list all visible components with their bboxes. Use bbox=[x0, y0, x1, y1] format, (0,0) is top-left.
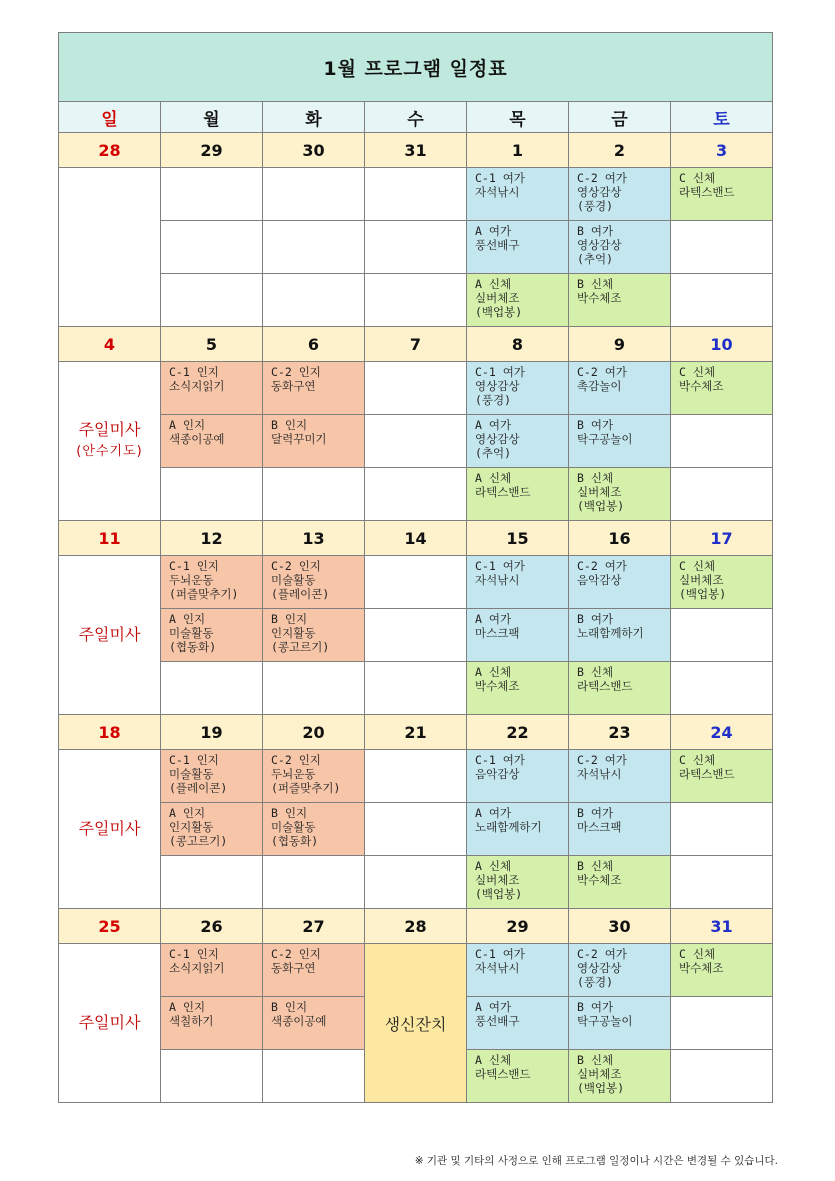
program-label: A 인지 인지활동 (콩고르기) bbox=[169, 806, 228, 848]
date-saturday: 24 bbox=[671, 715, 773, 750]
empty-cell bbox=[671, 415, 773, 468]
date-sunday: 28 bbox=[59, 133, 161, 168]
empty-cell bbox=[671, 997, 773, 1050]
empty-cell bbox=[263, 274, 365, 327]
program-label: A 신체 실버체조 (백업봉) bbox=[475, 277, 523, 319]
program-row bbox=[59, 750, 773, 803]
program-cell bbox=[671, 362, 773, 415]
program-label: C-1 여가 자석낚시 bbox=[475, 171, 525, 199]
empty-cell bbox=[161, 274, 263, 327]
weekday-tuesday: 화 bbox=[263, 102, 365, 133]
program-cell bbox=[263, 362, 365, 415]
program-cell bbox=[161, 803, 263, 856]
program-label: C-1 인지 미술활동 (플레이콘) bbox=[169, 753, 228, 795]
program-label: A 신체 실버체조 (백업봉) bbox=[475, 859, 523, 901]
date-monday: 12 bbox=[161, 521, 263, 556]
program-label: A 여가 영상감상 (추억) bbox=[475, 418, 520, 460]
program-cell bbox=[467, 609, 569, 662]
program-label: C-2 여가 촉감놀이 bbox=[577, 365, 627, 393]
program-cell bbox=[569, 362, 671, 415]
date-tuesday: 30 bbox=[263, 133, 365, 168]
sunday-mass-label: 주일미사 bbox=[78, 1013, 141, 1032]
program-label: C-1 인지 소식지읽기 bbox=[169, 947, 225, 975]
weekday-monday: 월 bbox=[161, 102, 263, 133]
date-thursday: 22 bbox=[467, 715, 569, 750]
empty-cell bbox=[263, 662, 365, 715]
program-cell bbox=[671, 750, 773, 803]
date-tuesday: 13 bbox=[263, 521, 365, 556]
empty-cell bbox=[671, 221, 773, 274]
date-monday: 26 bbox=[161, 909, 263, 944]
program-label: C-2 인지 두뇌운동 (퍼즐맞추기) bbox=[271, 753, 341, 795]
date-thursday: 29 bbox=[467, 909, 569, 944]
date-row bbox=[59, 521, 773, 556]
date-saturday: 31 bbox=[671, 909, 773, 944]
program-cell bbox=[467, 803, 569, 856]
program-label: B 여가 탁구공놀이 bbox=[577, 1000, 633, 1028]
program-label: B 인지 색종이공예 bbox=[271, 1000, 327, 1028]
program-label: B 신체 실버체조 (백업봉) bbox=[577, 1053, 625, 1095]
program-label: A 신체 박수체조 bbox=[475, 665, 520, 693]
footnote: ※ 기관 및 기타의 사정으로 인해 프로그램 일정이나 시간은 변경될 수 있습니다. bbox=[414, 1155, 778, 1167]
program-cell bbox=[467, 856, 569, 909]
program-label: C-1 여가 음악감상 bbox=[475, 753, 525, 781]
program-label: B 인지 달력꾸미기 bbox=[271, 418, 327, 446]
program-row bbox=[59, 556, 773, 609]
empty-cell bbox=[671, 274, 773, 327]
sunday-mass-label: 주일미사 bbox=[78, 819, 141, 838]
date-sunday: 11 bbox=[59, 521, 161, 556]
empty-cell bbox=[365, 803, 467, 856]
program-label: A 신체 라텍스밴드 bbox=[475, 471, 531, 499]
empty-cell bbox=[263, 856, 365, 909]
date-monday: 19 bbox=[161, 715, 263, 750]
program-label: A 인지 미술활동 (협동화) bbox=[169, 612, 217, 654]
empty-cell bbox=[161, 221, 263, 274]
program-cell bbox=[569, 997, 671, 1050]
date-friday: 30 bbox=[569, 909, 671, 944]
schedule-table bbox=[58, 32, 773, 1103]
empty-cell bbox=[263, 168, 365, 221]
program-row bbox=[59, 415, 773, 468]
program-cell bbox=[569, 944, 671, 997]
program-cell bbox=[467, 274, 569, 327]
date-tuesday: 6 bbox=[263, 327, 365, 362]
program-cell bbox=[467, 468, 569, 521]
program-cell bbox=[569, 468, 671, 521]
program-cell bbox=[467, 168, 569, 221]
date-tuesday: 27 bbox=[263, 909, 365, 944]
program-row bbox=[59, 362, 773, 415]
sunday-cell bbox=[59, 750, 161, 909]
date-thursday: 15 bbox=[467, 521, 569, 556]
program-row bbox=[59, 468, 773, 521]
empty-cell bbox=[671, 803, 773, 856]
program-label: A 여가 풍선배구 bbox=[475, 1000, 520, 1028]
program-cell bbox=[467, 662, 569, 715]
program-cell bbox=[671, 168, 773, 221]
program-label: C-1 여가 자석낚시 bbox=[475, 559, 525, 587]
program-cell bbox=[467, 221, 569, 274]
program-cell bbox=[161, 609, 263, 662]
empty-cell bbox=[365, 662, 467, 715]
program-row bbox=[59, 944, 773, 997]
program-label: C-2 인지 미술활동 (플레이콘) bbox=[271, 559, 330, 601]
program-cell bbox=[569, 609, 671, 662]
empty-cell bbox=[365, 609, 467, 662]
program-cell bbox=[161, 415, 263, 468]
date-tuesday: 20 bbox=[263, 715, 365, 750]
sunday-cell bbox=[59, 168, 161, 327]
empty-cell bbox=[161, 468, 263, 521]
program-label: B 여가 노래함께하기 bbox=[577, 612, 644, 640]
weekday-wednesday: 수 bbox=[365, 102, 467, 133]
program-label: C-1 여가 자석낚시 bbox=[475, 947, 525, 975]
empty-cell bbox=[671, 609, 773, 662]
empty-cell bbox=[671, 662, 773, 715]
program-label: C-1 인지 두뇌운동 (퍼즐맞추기) bbox=[169, 559, 239, 601]
empty-cell bbox=[161, 856, 263, 909]
program-cell bbox=[569, 803, 671, 856]
sunday-cell bbox=[59, 362, 161, 521]
program-label: C 신체 라텍스밴드 bbox=[679, 171, 735, 199]
program-label: C-2 여가 자석낚시 bbox=[577, 753, 627, 781]
program-cell bbox=[161, 997, 263, 1050]
program-cell bbox=[161, 362, 263, 415]
date-thursday: 8 bbox=[467, 327, 569, 362]
program-row bbox=[59, 856, 773, 909]
program-cell bbox=[569, 274, 671, 327]
empty-cell bbox=[365, 362, 467, 415]
date-wednesday: 31 bbox=[365, 133, 467, 168]
program-cell bbox=[569, 221, 671, 274]
program-label: C-1 인지 소식지읽기 bbox=[169, 365, 225, 393]
empty-cell bbox=[263, 468, 365, 521]
program-cell bbox=[161, 944, 263, 997]
program-label: C-2 인지 동화구연 bbox=[271, 947, 321, 975]
program-label: C 신체 박수체조 bbox=[679, 365, 724, 393]
program-label: C-2 인지 동화구연 bbox=[271, 365, 321, 393]
empty-cell bbox=[365, 856, 467, 909]
program-cell bbox=[467, 362, 569, 415]
birthday-party-cell: 생신잔치 bbox=[365, 944, 467, 1103]
program-cell bbox=[569, 168, 671, 221]
date-friday: 2 bbox=[569, 133, 671, 168]
program-cell bbox=[671, 556, 773, 609]
date-wednesday: 7 bbox=[365, 327, 467, 362]
empty-cell bbox=[671, 468, 773, 521]
weekday-saturday: 토 bbox=[671, 102, 773, 133]
program-cell bbox=[263, 609, 365, 662]
program-cell bbox=[161, 750, 263, 803]
program-label: A 여가 마스크팩 bbox=[475, 612, 520, 640]
program-row bbox=[59, 221, 773, 274]
date-wednesday: 14 bbox=[365, 521, 467, 556]
program-label: C 신체 라텍스밴드 bbox=[679, 753, 735, 781]
date-sunday: 18 bbox=[59, 715, 161, 750]
program-cell bbox=[263, 997, 365, 1050]
program-label: B 신체 라텍스밴드 bbox=[577, 665, 633, 693]
program-cell bbox=[467, 556, 569, 609]
date-row bbox=[59, 715, 773, 750]
program-cell bbox=[263, 415, 365, 468]
program-row bbox=[59, 168, 773, 221]
program-label: C-2 여가 영상감상 (풍경) bbox=[577, 947, 627, 989]
sunday-mass-note: (안수기도) bbox=[76, 444, 143, 459]
program-label: B 인지 인지활동 (콩고르기) bbox=[271, 612, 330, 654]
date-row bbox=[59, 133, 773, 168]
empty-cell bbox=[365, 168, 467, 221]
program-row bbox=[59, 609, 773, 662]
empty-cell bbox=[365, 556, 467, 609]
weekday-sunday: 일 bbox=[59, 102, 161, 133]
program-row bbox=[59, 662, 773, 715]
program-cell bbox=[569, 856, 671, 909]
empty-cell bbox=[263, 1050, 365, 1103]
program-label: C-2 여가 음악감상 bbox=[577, 559, 627, 587]
program-label: B 인지 미술활동 (협동화) bbox=[271, 806, 319, 848]
program-cell bbox=[671, 944, 773, 997]
date-monday: 5 bbox=[161, 327, 263, 362]
date-friday: 16 bbox=[569, 521, 671, 556]
program-label: B 신체 박수체조 bbox=[577, 277, 622, 305]
sunday-cell bbox=[59, 944, 161, 1103]
sunday-mass-label: 주일미사 bbox=[78, 625, 141, 644]
date-wednesday: 21 bbox=[365, 715, 467, 750]
empty-cell bbox=[365, 274, 467, 327]
program-label: C-2 여가 영상감상 (풍경) bbox=[577, 171, 627, 213]
program-label: B 신체 실버체조 (백업봉) bbox=[577, 471, 625, 513]
date-friday: 9 bbox=[569, 327, 671, 362]
weekday-thursday: 목 bbox=[467, 102, 569, 133]
program-label: A 여가 노래함께하기 bbox=[475, 806, 542, 834]
program-label: A 여가 풍선배구 bbox=[475, 224, 520, 252]
program-label: B 여가 탁구공놀이 bbox=[577, 418, 633, 446]
page-title: 1월 프로그램 일정표 bbox=[59, 33, 773, 102]
program-cell bbox=[263, 803, 365, 856]
program-cell bbox=[569, 415, 671, 468]
empty-cell bbox=[671, 1050, 773, 1103]
program-label: C 신체 실버체조 (백업봉) bbox=[679, 559, 727, 601]
empty-cell bbox=[671, 856, 773, 909]
date-wednesday: 28 bbox=[365, 909, 467, 944]
program-cell bbox=[467, 415, 569, 468]
date-monday: 29 bbox=[161, 133, 263, 168]
date-thursday: 1 bbox=[467, 133, 569, 168]
program-cell bbox=[467, 1050, 569, 1103]
program-cell bbox=[569, 750, 671, 803]
program-cell bbox=[467, 997, 569, 1050]
program-row bbox=[59, 274, 773, 327]
weekday-friday: 금 bbox=[569, 102, 671, 133]
program-label: A 인지 색종이공예 bbox=[169, 418, 225, 446]
empty-cell bbox=[161, 1050, 263, 1103]
program-cell bbox=[263, 556, 365, 609]
empty-cell bbox=[365, 415, 467, 468]
program-label: B 여가 마스크팩 bbox=[577, 806, 622, 834]
date-saturday: 3 bbox=[671, 133, 773, 168]
date-row bbox=[59, 327, 773, 362]
empty-cell bbox=[365, 221, 467, 274]
program-label: C 신체 박수체조 bbox=[679, 947, 724, 975]
program-cell bbox=[263, 750, 365, 803]
program-label: A 인지 색칠하기 bbox=[169, 1000, 214, 1028]
program-label: A 신체 라텍스밴드 bbox=[475, 1053, 531, 1081]
program-row bbox=[59, 803, 773, 856]
sunday-mass-label: 주일미사 bbox=[78, 420, 141, 439]
empty-cell bbox=[365, 750, 467, 803]
program-cell bbox=[569, 662, 671, 715]
program-label: B 여가 영상감상 (추억) bbox=[577, 224, 622, 266]
program-label: C-1 여가 영상감상 (풍경) bbox=[475, 365, 525, 407]
program-cell bbox=[569, 556, 671, 609]
date-saturday: 17 bbox=[671, 521, 773, 556]
program-cell bbox=[467, 944, 569, 997]
date-saturday: 10 bbox=[671, 327, 773, 362]
program-cell bbox=[263, 944, 365, 997]
empty-cell bbox=[161, 168, 263, 221]
date-sunday: 25 bbox=[59, 909, 161, 944]
empty-cell bbox=[263, 221, 365, 274]
sunday-cell bbox=[59, 556, 161, 715]
empty-cell bbox=[365, 468, 467, 521]
date-friday: 23 bbox=[569, 715, 671, 750]
program-label: B 신체 박수체조 bbox=[577, 859, 622, 887]
weekday-header-row bbox=[59, 102, 773, 133]
program-cell bbox=[161, 556, 263, 609]
program-cell bbox=[467, 750, 569, 803]
date-row bbox=[59, 909, 773, 944]
empty-cell bbox=[161, 662, 263, 715]
program-cell bbox=[569, 1050, 671, 1103]
date-sunday: 4 bbox=[59, 327, 161, 362]
